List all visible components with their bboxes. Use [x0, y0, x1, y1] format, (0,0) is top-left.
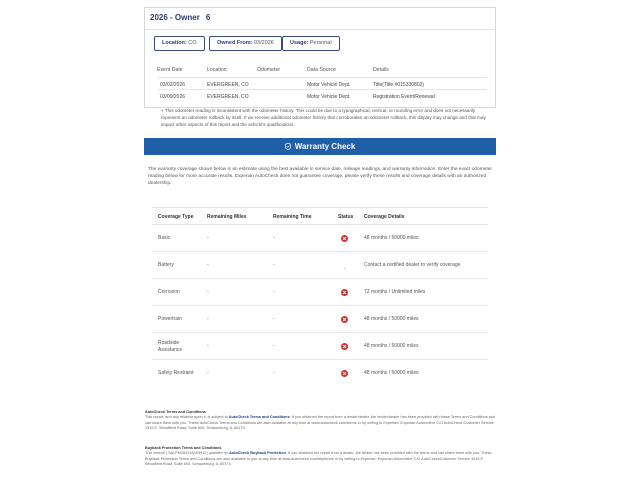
odometer-note: + This odometer reading is inconsistent with the odometer history. This could be due to a typographical, clerical, or rounding error and does not necessarily represent an odometer rollback by itself. If we receive additional odometer history that corroborates an odometer rollback, this display may change and that may impact other aspects of this report and the vehicle's qualifications. — [161, 108, 486, 127]
buyback-terms-text: This vehicle ( 5ALPM16411A403912) qualifies for AutoCheck Buyback Protection. If you obtained the report from a dealer, the dealer has been provided with the terms and can share them with you. These Buyback Protection Terms and Conditions are also available to you at any time at www.autocheck.com/bbpterms or by writing to Experian: Experian Automotive C/O AutoCheckCustomer Service 1515 E. Woodfield Road, Suite 500, Schaumburg, IL 60173. — [145, 451, 492, 466]
warranty-row-powertrain: Powertrain - - 48 months / 50000 miles — [152, 306, 488, 333]
expired-icon — [341, 343, 348, 350]
usage-pill: Usage: Personal — [282, 36, 340, 51]
warranty-row-corrosion: Corrosion - - 72 months / Unlimited miles — [152, 279, 488, 306]
table-row: 03/09/2026 EVERGREEN, CO Motor Vehicle Dept. Registration Event/Renewal — [160, 94, 435, 100]
owner-title: 2026 - Owner 6 — [150, 13, 211, 22]
expired-icon — [341, 289, 348, 296]
status-none: - — [344, 266, 346, 272]
buyback-protection-link[interactable]: AutoCheck Buyback Protection — [229, 451, 286, 456]
owner-card — [144, 7, 496, 108]
buyback-terms — [145, 446, 495, 467]
warranty-title: Warranty Check — [294, 142, 356, 151]
table-header: Event Date Location Odometer Data Source Details — [157, 64, 487, 78]
shield-icon — [285, 143, 291, 150]
autocheck-terms-title: AutoCheck Terms and Conditions — [145, 410, 206, 414]
owner-header — [145, 8, 495, 30]
expired-icon — [341, 235, 348, 242]
buyback-terms-title: Buyback Protection Terms and Conditions — [145, 446, 222, 450]
warranty-row-roadside: Roadside Assistance - - 48 months / 50000 miles — [152, 333, 488, 360]
warranty-description: The warranty coverage shown below is an estimate using the best available in service date, mileage readings, and warranty information. Enter the exact odometer reading below for more accurate results. Experian AutoCheck does not guarantee coverage, please verify these results and coverage details with an authorized dealership. — [148, 167, 492, 186]
location-pill: Location: CO — [154, 36, 205, 51]
owned-from-pill: Owned From: 03/2026 — [209, 36, 282, 51]
autocheck-terms — [145, 410, 495, 431]
warranty-row-battery: Battery - - - Contact a certified dealer to verify coverage — [152, 252, 488, 279]
warranty-table — [152, 207, 488, 387]
owner-number: 6 — [205, 13, 211, 22]
expired-icon — [341, 370, 348, 377]
autocheck-terms-link[interactable]: AutoCheck Terms and Conditions — [228, 415, 290, 420]
owner-events-table — [157, 64, 487, 102]
expired-icon — [341, 316, 348, 323]
warranty-check-banner — [144, 138, 496, 155]
autocheck-terms-text: This report, and any reliance upon it, is subject to AutoCheck Terms and Conditions. If you obtained the report from a lender/dealer, the lender/dealer has been provided with these Terms and Conditions and can share them with you. These AutoCheck Terms and Conditions are also available at any time at www.autocheck.com/terms or by writing to Experian: Experian Automotive C/O AutoCheck Customer Service 1515 E. Woodfield Road, Suite 500, Schaumburg, IL 60173. — [145, 415, 496, 430]
warranty-row-safety-restraint: Safety Restraint - - 48 months / 50000 miles — [158, 370, 419, 376]
table-row: 03/02/2026 EVERGREEN, CO Motor Vehicle Dept. Title(Title #015330802) — [157, 78, 487, 90]
table-header: Coverage Type Remaining Miles Remaining Time Status Coverage Details — [152, 207, 488, 225]
warranty-row-basic: Basic - - 48 months / 50000 miles — [152, 225, 488, 252]
